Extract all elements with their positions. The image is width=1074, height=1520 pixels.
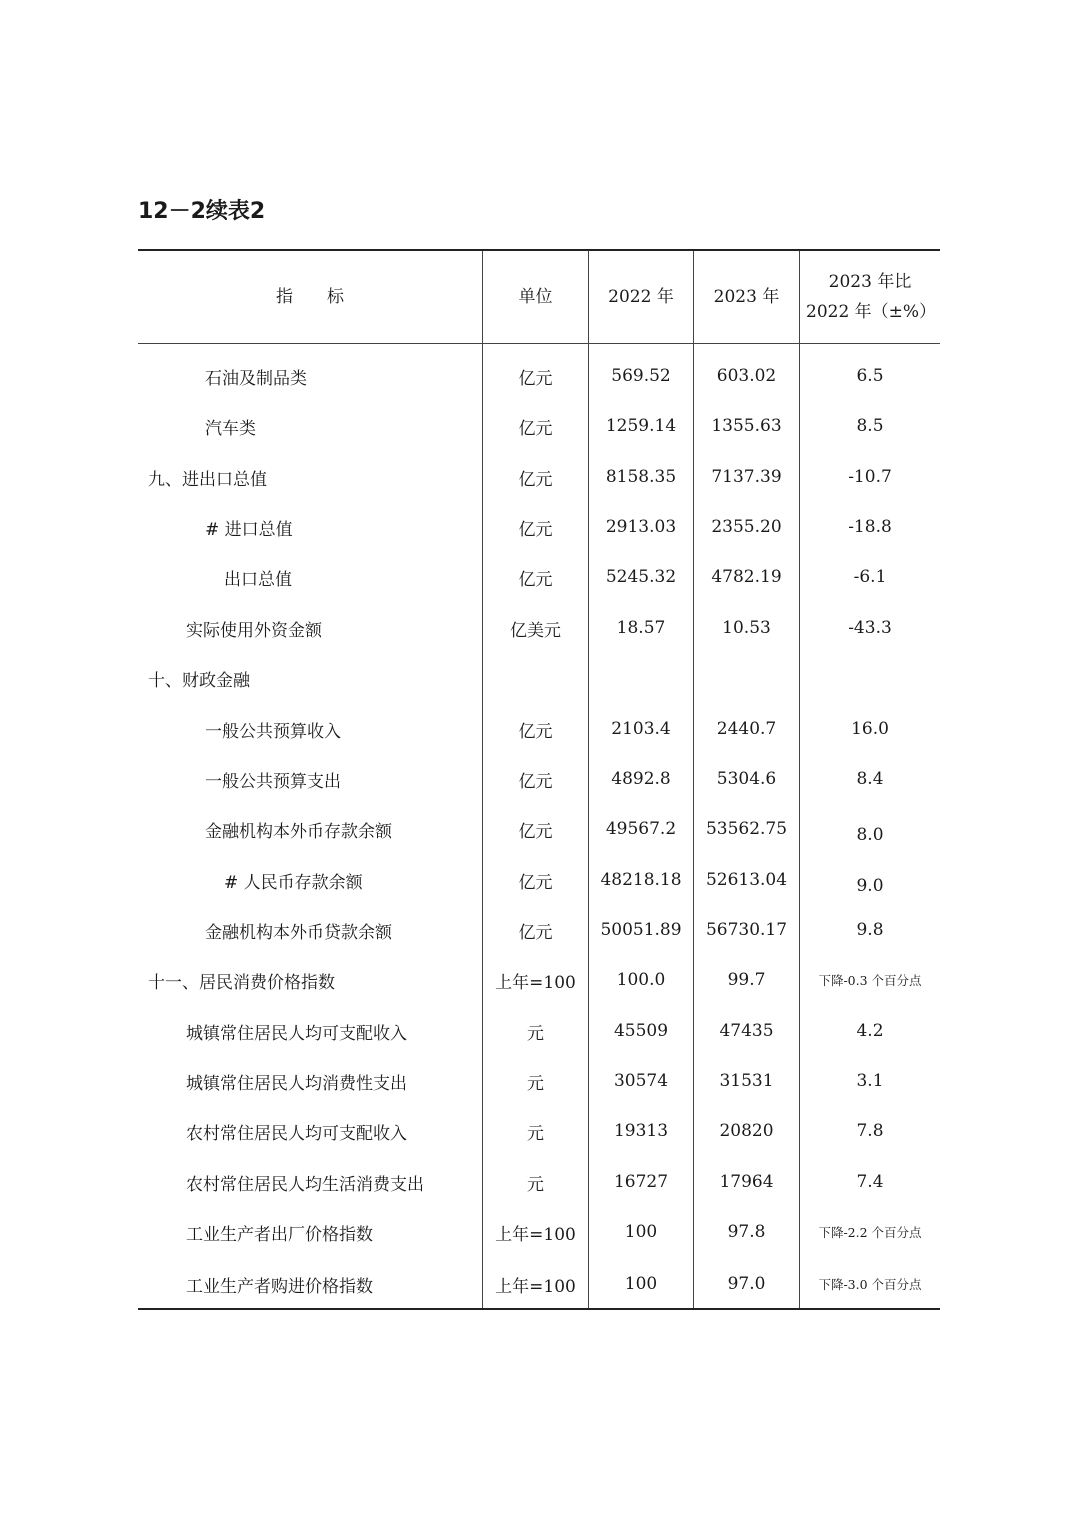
change-cell: 8.4: [856, 769, 884, 789]
change-cell: 16.0: [851, 719, 889, 739]
change-cell: -18.8: [848, 517, 892, 537]
table-row: [138, 1106, 940, 1156]
unit-cell: 上年=100: [495, 1224, 576, 1245]
unit-cell: 亿元: [518, 469, 553, 490]
change-cell: -6.1: [853, 567, 887, 587]
change-cell: 4.2: [856, 1021, 884, 1041]
header-bottom-rule: [138, 343, 940, 344]
value-2022: 45509: [613, 1021, 669, 1041]
unit-cell: 亿美元: [510, 620, 561, 641]
header-unit: 单位: [518, 287, 553, 307]
row-label: 金融机构本外币贷款余额: [205, 922, 392, 943]
table-row: [138, 452, 940, 502]
table-row: [138, 653, 940, 703]
row-label: 出口总值: [224, 569, 292, 590]
change-cell: -10.7: [848, 467, 892, 487]
header-change: 2023 年比 2022 年（±%）: [806, 272, 937, 322]
value-2022: 8158.35: [605, 467, 677, 487]
unit-cell: 亿元: [518, 569, 553, 590]
table-row: [138, 1056, 940, 1106]
value-2023: 99.7: [727, 970, 766, 990]
row-label: # 人民币存款余额: [224, 872, 363, 893]
unit-cell: 亿元: [518, 519, 553, 540]
row-label: 农村常住居民人均生活消费支出: [186, 1174, 424, 1195]
value-2022: 1259.14: [605, 416, 677, 436]
unit-cell: 元: [527, 1174, 544, 1195]
value-2022: 16727: [613, 1172, 669, 1192]
row-label: 农村常住居民人均可支配收入: [186, 1123, 407, 1144]
row-label: 十、财政金融: [148, 670, 250, 691]
table-row: [138, 905, 940, 955]
value-2023: 603.02: [716, 366, 777, 386]
change-cell: 下降-2.2 个百分点: [818, 1225, 922, 1240]
table-row: [138, 1157, 940, 1207]
row-label: 城镇常住居民人均消费性支出: [186, 1073, 407, 1094]
value-2023: 31531: [719, 1071, 774, 1091]
value-2022: [589, 653, 693, 703]
value-2023: 10.53: [722, 618, 771, 638]
value-2023: 4782.19: [711, 567, 782, 587]
header-2023: 2023 年: [713, 287, 780, 307]
change-cell: 9.8: [856, 920, 884, 940]
table-row: [138, 1207, 940, 1257]
value-2022: 19313: [613, 1121, 669, 1141]
page-title: 12－2续表2: [138, 199, 266, 224]
value-2022: 5245.32: [605, 567, 677, 587]
value-2022: 569.52: [611, 366, 671, 386]
unit-cell: 上年=100: [495, 1276, 576, 1297]
table-row: [138, 351, 940, 401]
row-label: 一般公共预算收入: [205, 721, 341, 742]
row-label: 城镇常住居民人均可支配收入: [186, 1023, 407, 1044]
unit-cell: 元: [527, 1073, 544, 1094]
value-2023: 1355.63: [711, 416, 782, 436]
row-label: 十一、居民消费价格指数: [148, 972, 335, 993]
value-2023: 7137.39: [711, 467, 782, 487]
table-row: [138, 603, 940, 653]
row-label: 金融机构本外币存款余额: [205, 821, 392, 842]
unit-cell: 亿元: [518, 418, 553, 439]
value-2023: 56730.17: [705, 920, 788, 940]
table-row: [138, 401, 940, 451]
unit-cell: 元: [527, 1023, 544, 1044]
change-cell: 8.0: [856, 825, 884, 845]
value-2023: 20820: [719, 1121, 774, 1141]
row-label: 汽车类: [205, 418, 256, 439]
value-2022: 30574: [613, 1071, 669, 1091]
table-row: [138, 552, 940, 602]
change-cell: -43.3: [848, 618, 892, 638]
unit-cell: 亿元: [518, 872, 553, 893]
value-2022: 49567.2: [605, 819, 677, 839]
value-2022: 100: [624, 1274, 658, 1294]
change-cell: 3.1: [856, 1071, 884, 1091]
value-2022: 48218.18: [600, 870, 682, 890]
value-2023: 17964: [719, 1172, 774, 1192]
value-2022: 50051.89: [600, 920, 682, 940]
value-2023: 53562.75: [705, 819, 788, 839]
row-label: 石油及制品类: [205, 368, 307, 389]
value-2023: 97.0: [727, 1274, 766, 1294]
table-row: [138, 1259, 940, 1309]
header-2022: 2022 年: [608, 287, 674, 307]
row-label: # 进口总值: [205, 519, 293, 540]
unit-cell: [483, 653, 588, 703]
row-label: 一般公共预算支出: [205, 771, 341, 792]
change-cell: 7.8: [856, 1121, 884, 1141]
table-row: [138, 804, 940, 854]
table-row: [138, 502, 940, 552]
value-2022: 2103.4: [611, 719, 671, 739]
change-cell: 9.0: [856, 876, 884, 896]
change-cell: 8.5: [856, 416, 884, 436]
value-2022: 4892.8: [611, 769, 671, 789]
value-2022: 100.0: [616, 970, 666, 990]
value-2023: 5304.6: [716, 769, 777, 789]
table-row: [138, 955, 940, 1005]
unit-cell: 亿元: [518, 821, 553, 842]
row-label: 工业生产者出厂价格指数: [186, 1224, 373, 1245]
change-cell: 下降-0.3 个百分点: [818, 973, 922, 988]
value-2023: 2440.7: [716, 719, 777, 739]
value-2022: 2913.03: [605, 517, 677, 537]
statistics-table: [138, 249, 940, 1311]
row-label: 实际使用外资金额: [186, 620, 322, 641]
table-row: [138, 1006, 940, 1056]
table-row: [138, 704, 940, 754]
value-2022: 18.57: [616, 618, 666, 638]
unit-cell: 上年=100: [495, 972, 576, 993]
table-row: [138, 754, 940, 804]
change-cell: 下降-3.0 个百分点: [818, 1277, 922, 1292]
unit-cell: 亿元: [518, 368, 553, 389]
value-2022: 100: [624, 1222, 658, 1242]
unit-cell: 亿元: [518, 771, 553, 792]
table-row: [138, 855, 940, 905]
header-indicator: 指 标: [276, 287, 344, 307]
value-2023: 47435: [719, 1021, 774, 1041]
value-2023: 2355.20: [711, 517, 782, 537]
change-cell: 6.5: [856, 366, 884, 386]
change-cell: 7.4: [856, 1172, 884, 1192]
row-label: 九、进出口总值: [148, 469, 267, 490]
row-label: 工业生产者购进价格指数: [186, 1276, 373, 1297]
unit-cell: 元: [527, 1123, 544, 1144]
value-2023: 97.8: [727, 1222, 766, 1242]
change-cell: [800, 653, 940, 703]
unit-cell: 亿元: [518, 922, 553, 943]
value-2023: [694, 653, 799, 703]
unit-cell: 亿元: [518, 721, 553, 742]
value-2023: 52613.04: [705, 870, 788, 890]
